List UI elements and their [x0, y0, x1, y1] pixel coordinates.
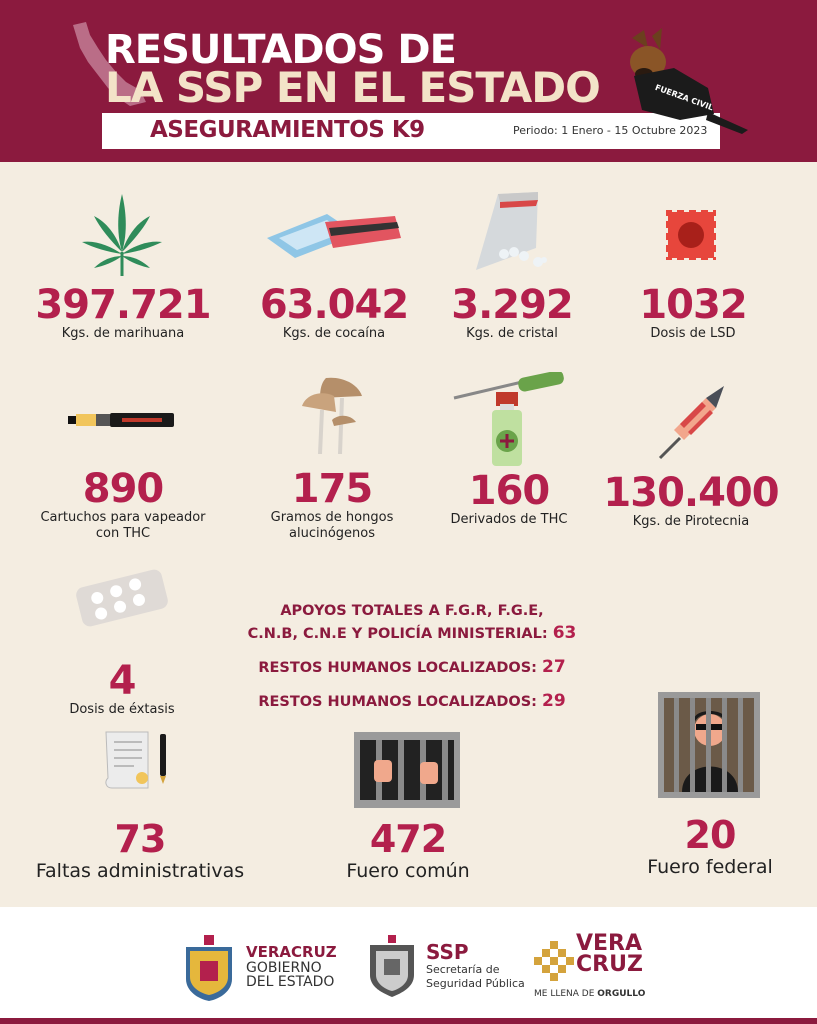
- brand-line-2: CRUZ: [576, 952, 643, 977]
- title-line-1: RESULTADOS DE: [105, 27, 456, 73]
- ssp-line-2: Seguridad Pública: [426, 977, 525, 990]
- vest-text: FUERZA CIVIL: [653, 82, 715, 113]
- stat-label: Kgs. de cocaína: [282, 326, 386, 341]
- stat-label: Fuero federal: [647, 856, 773, 878]
- stat-hongos: [260, 468, 404, 542]
- stat-value: 63.042: [259, 282, 409, 328]
- stat-pirotecnia: [598, 472, 784, 530]
- brand-tag-1: ME LLENA DE: [534, 989, 595, 999]
- jail-hands-icon: [354, 732, 460, 808]
- k9-dog-icon: [622, 28, 752, 138]
- stat-label: Gramos de hongos alucinógenos: [270, 510, 394, 541]
- marijuana-leaf-icon: [80, 192, 164, 278]
- mushrooms-icon: [302, 376, 364, 458]
- stat-value: 20: [684, 813, 736, 857]
- stat-label: Dosis de éxtasis: [69, 702, 175, 717]
- stat-vapeador: [40, 468, 206, 542]
- stat-label: Kgs. de marihuana: [61, 326, 185, 341]
- supports-value: 63: [552, 623, 577, 643]
- stat-value: 175: [291, 466, 373, 512]
- stat-value: 160: [468, 468, 550, 514]
- title-line-2: LA SSP EN EL ESTADO: [105, 63, 600, 112]
- stat-extasis: [56, 660, 188, 718]
- veracruz-brand-text: [576, 933, 643, 975]
- header-banner: [0, 0, 817, 162]
- stat-value: 4: [108, 658, 136, 704]
- stat-lsd: [618, 284, 768, 342]
- ssp-line-1: Secretaría de: [426, 963, 500, 976]
- remains-line-1: [200, 656, 624, 679]
- supports-label: C.N.B, C.N.E Y POLICÍA MINISTERIAL:: [247, 626, 548, 642]
- stat-label: Cartuchos para vapeador con THC: [40, 510, 206, 541]
- ssp-title: SSP: [426, 940, 469, 964]
- ssp-shield-icon: [366, 935, 418, 997]
- subtitle: ASEGURAMIENTOS K9: [150, 117, 425, 143]
- stat-cocaina: [248, 284, 420, 342]
- remains-value-1: 27: [542, 657, 566, 677]
- thc-oil-bottle-icon: [452, 372, 566, 468]
- stat-value: 472: [369, 817, 447, 861]
- stat-label: Dosis de LSD: [650, 326, 736, 341]
- brand-tagline: [534, 987, 645, 1001]
- stat-value: 130.400: [603, 470, 779, 516]
- veracruz-brand-icon: [534, 941, 574, 981]
- stat-fuero-federal: [632, 814, 788, 878]
- stat-label: Kgs. de cristal: [466, 326, 558, 341]
- footer: [0, 907, 817, 1024]
- remains-label-1: RESTOS HUMANOS LOCALIZADOS:: [258, 660, 537, 676]
- stat-value: 73: [114, 817, 166, 861]
- veracruz-coat-of-arms-icon: [180, 935, 238, 1001]
- prisoner-icon: [658, 692, 760, 798]
- stat-marihuana: [30, 284, 216, 342]
- stat-cristal: [432, 284, 592, 342]
- gov-line-3: DEL ESTADO: [246, 974, 335, 990]
- stat-fuero-comun: [330, 818, 486, 882]
- vape-pen-icon: [68, 410, 176, 430]
- stat-label: Derivados de THC: [450, 512, 568, 527]
- stat-value: 1032: [639, 282, 747, 328]
- stat-thc: [440, 470, 578, 528]
- stat-value: 397.721: [35, 282, 211, 328]
- brand-tag-2: ORGULLO: [597, 989, 646, 999]
- remains-value-2: 29: [542, 691, 566, 711]
- gov-logo-text: [246, 945, 337, 989]
- crystal-bag-icon: [470, 190, 550, 276]
- stat-label: Kgs. de Pirotecnia: [632, 514, 750, 529]
- supports-line-1: APOYOS TOTALES A F.G.R, F.G.E,: [280, 603, 544, 619]
- stat-label: Fuero común: [346, 860, 470, 882]
- lsd-tab-icon: [664, 208, 718, 262]
- stat-value: 890: [82, 466, 164, 512]
- brand-line-1: VERA: [576, 931, 643, 956]
- document-pen-icon: [102, 728, 174, 794]
- ecstasy-pills-icon: [74, 566, 170, 630]
- stat-label: Faltas administrativas: [35, 860, 245, 882]
- gov-line-1: VERACRUZ: [246, 943, 337, 961]
- ssp-logo-text: [426, 940, 525, 991]
- gov-line-2: GOBIERNO: [246, 960, 322, 976]
- footer-bar: [0, 1018, 817, 1024]
- stat-faltas: [24, 818, 256, 882]
- stat-value: 3.292: [451, 282, 573, 328]
- firework-rocket-icon: [658, 384, 728, 460]
- period-text: Periodo: 1 Enero - 15 Octubre 2023: [513, 124, 708, 137]
- remains-line-2: [200, 690, 624, 713]
- cocaine-bag-card-icon: [265, 208, 403, 262]
- supports-line-2: [200, 622, 624, 645]
- remains-label-2: RESTOS HUMANOS LOCALIZADOS:: [258, 694, 537, 710]
